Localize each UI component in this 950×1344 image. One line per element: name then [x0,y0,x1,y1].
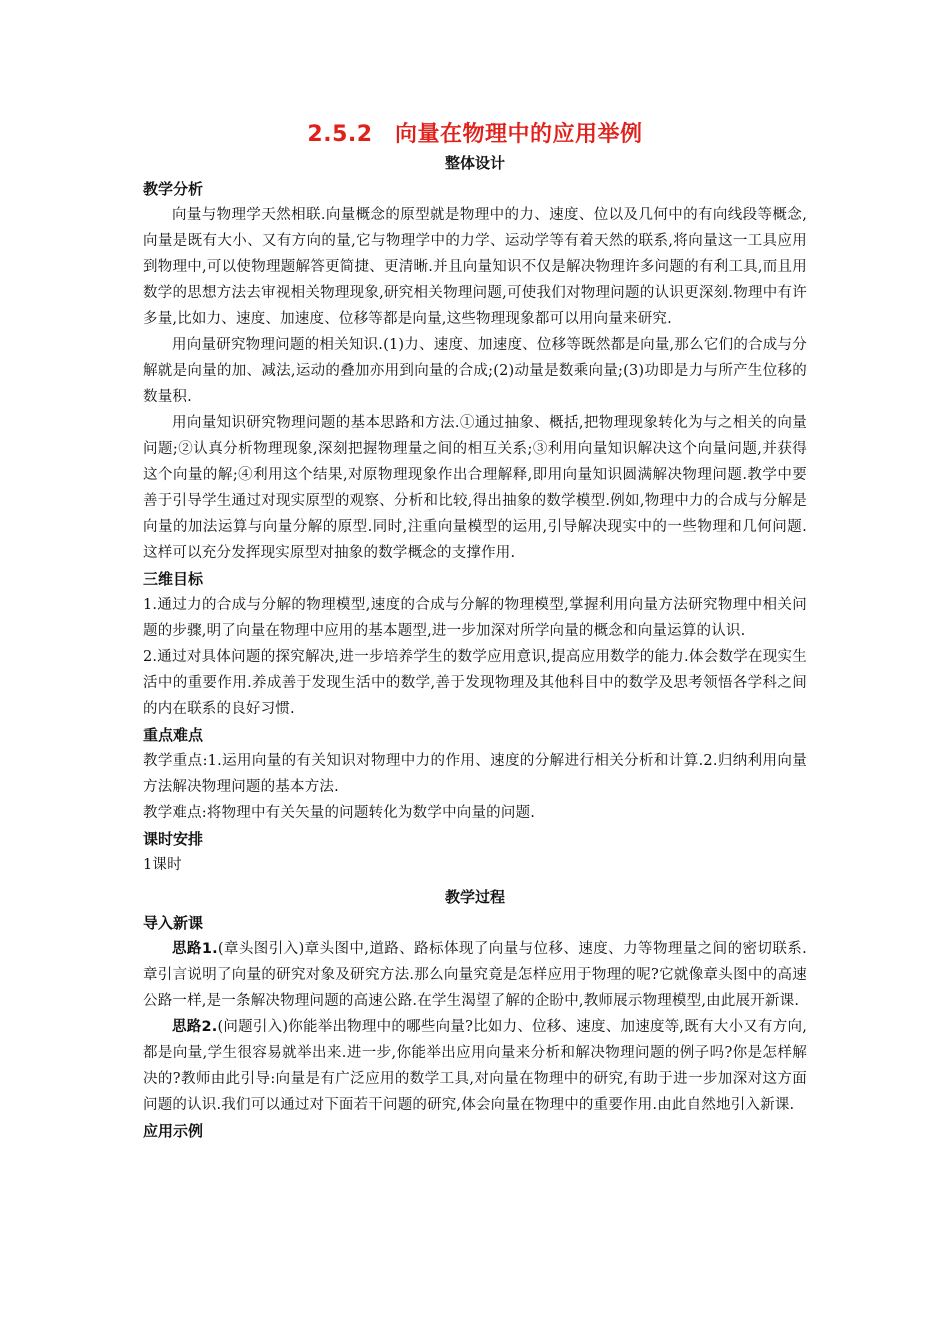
intro-idea-2 [143,1014,807,1118]
goal-item-1: 1.通过力的合成与分解的物理模型,速度的合成与分解的物理模型,掌握利用向量方法研究物理中相关问题的步骤,明了向量在物理中应用的基本题型,进一步加深对所学向量的概念和向量运算的认识. [143,597,807,639]
section-heading-schedule: 课时安排 [143,830,204,848]
teaching-key-point: 教学重点:1.运用向量的有关知识对物理中力的作用、速度的分解进行相关分析和计算.2.归纳利用向量方法解决物理问题的基本方法. [143,753,807,795]
goal-item-2: 2.通过对具体问题的探究解决,进一步培养学生的数学应用意识,提高应用数学的能力.体会数学在现实生活中的重要作用.养成善于发现生活中的数学,善于发现物理及其他科目中的数学及思考领悟各学科之间的内在联系的良好习惯. [143,649,807,717]
section-goals [143,566,807,722]
idea-1-label: 思路1. [172,941,218,957]
document-title: 2.5.2 向量在物理中的应用举例 [307,122,643,147]
subsection-heading-intro: 导入新课 [143,914,204,932]
subsection-heading-examples: 应用示例 [143,1122,204,1140]
section-heading-analysis: 教学分析 [143,180,204,198]
section-schedule [143,826,807,878]
analysis-paragraph-2: 用向量研究物理问题的相关知识.(1)力、速度、加速度、位移等既然都是向量,那么它们的合成与分解就是向量的加、减法,运动的叠加亦用到向量的合成;(2)动量是数乘向量;(3)功即是力与所产生位移的数量积. [143,337,807,405]
idea-2-label: 思路2. [172,1019,218,1035]
section-teaching-process [143,884,807,1144]
intro-idea-1 [143,936,807,1014]
section-teaching-analysis [143,176,807,566]
section-heading-goals: 三维目标 [143,570,204,588]
idea-1-text: (章头图引入)章头图中,道路、路标体现了向量与位移、速度、力等物理量之间的密切联系.章引言说明了向量的研究对象及研究方法.那么向量究竟是怎样应用于物理的呢?它就像章头图中的高速公路一样,是一条解决物理问题的高速公路.在学生渴望了解的企盼中,教师展示物理模型,由此展开新课. [143,941,807,1009]
section-heading-keypoints: 重点难点 [143,726,204,744]
schedule-text: 1课时 [143,857,182,873]
idea-2-text: (问题引入)你能举出物理中的哪些向量?比如力、位移、速度、加速度等,既有大小又有方向,都是向量,学生很容易就举出来.进一步,你能举出应用向量来分析和解决物理问题的例子吗?你是怎样解决的?教师由此引导:向量是有广泛应用的数学工具,对向量在物理中的研究,有助于进一步加深对这方面问题的认识.我们可以通过对下面若干问题的研究,体会向量在物理中的重要作用.由此自然地引入新课. [143,1019,807,1113]
analysis-paragraph-3: 用向量知识研究物理问题的基本思路和方法.①通过抽象、概括,把物理现象转化为与之相关的向量问题;②认真分析物理现象,深刻把握物理量之间的相互关系;③利用向量知识解决这个向量问题,并获得这个向量的解;④利用这个结果,对原物理现象作出合理解释,即用向量知识圆满解决物理问题.教学中要善于引导学生通过对现实原型的观察、分析和比较,得出抽象的数学模型.例如,物理中力的合成与分解是向量的加法运算与向量分解的原型.同时,注重向量模型的运用,引导解决现实中的一些物理和几何问题.这样可以充分发挥现实原型对抽象的数学概念的支撑作用. [143,415,807,561]
document-subtitle: 整体设计 [444,154,505,172]
analysis-paragraph-1: 向量与物理学天然相联.向量概念的原型就是物理中的力、速度、位以及几何中的有向线段等概念,向量是既有大小、又有方向的量,它与物理学中的力学、运动学等有着天然的联系,将向量这一工具应用到物理中,可以使物理题解答更简捷、更清晰.并且向量知识不仅是解决物理许多问题的有利工具,而且用数学的思想方法去审视相关物理现象,研究相关物理问题,可使我们对物理问题的认识更深刻.物理中有许多量,比如力、速度、加速度、位移等都是向量,这些物理现象都可以用向量来研究. [143,207,807,327]
section-keypoints [143,722,807,826]
section-heading-process: 教学过程 [444,888,505,906]
teaching-difficult-point: 教学难点:将物理中有关矢量的问题转化为数学中向量的问题. [143,805,536,821]
